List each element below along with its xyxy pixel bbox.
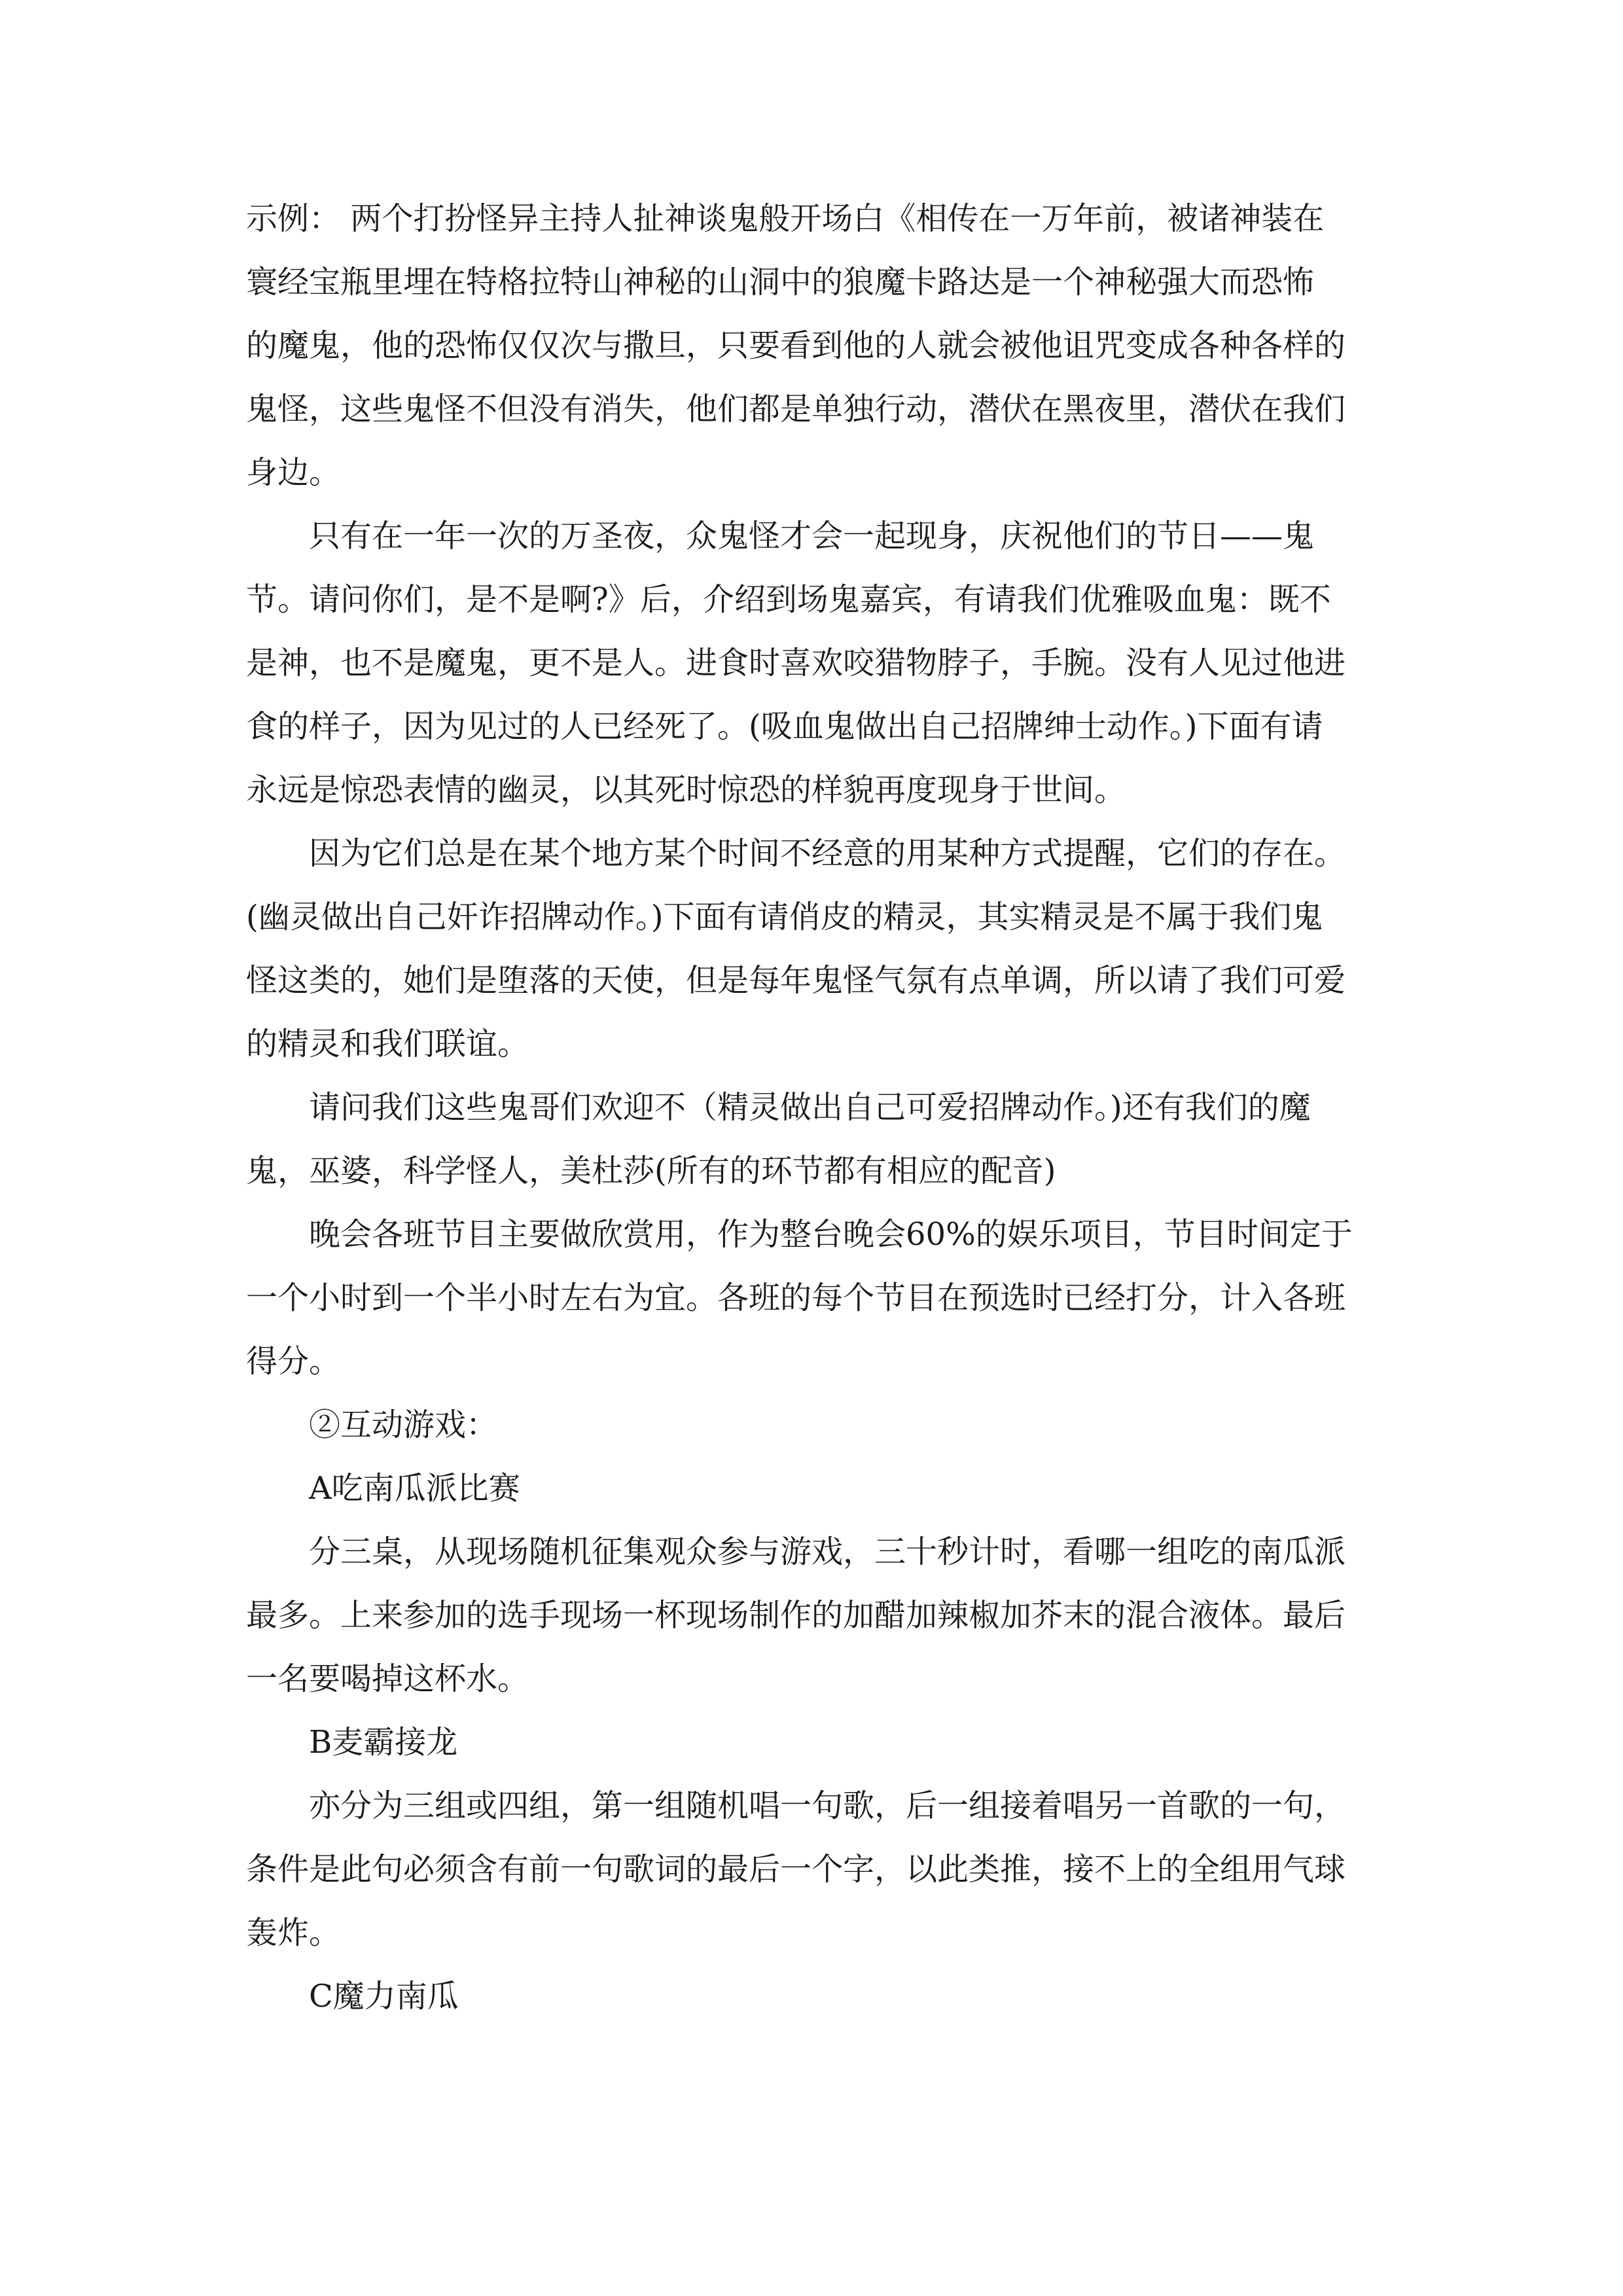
subsection-heading: B麦霸接龙 [309, 1724, 458, 1761]
text-line: 是神，也不是魔鬼，更不是人。进食时喜欢咬猎物脖子，手腕。没有人见过他进 [246, 645, 1346, 681]
text-line: 请问我们这些鬼哥们欢迎不（精灵做出自己可爱招牌动作。)还有我们的魔 [309, 1089, 1311, 1126]
subsection-heading: C魔力南瓜 [309, 1978, 459, 2015]
text-line: 食的样子，因为见过的人已经死了。(吸血鬼做出自己招牌绅士动作。)下面有请 [246, 708, 1323, 745]
text-line: 鬼，巫婆，科学怪人，美杜莎(所有的环节都有相应的配音) [246, 1153, 1056, 1189]
text-line: 亦分为三组或四组，第一组随机唱一句歌，后一组接着唱另一首歌的一句， [309, 1787, 1346, 1824]
text-line: 条件是此句必须含有前一句歌词的最后一个字，以此类推，接不上的全组用气球 [246, 1851, 1346, 1888]
text-line: 轰炸。 [246, 1914, 341, 1951]
text-line: 节。请问你们，是不是啊?》后，介绍到场鬼嘉宾，有请我们优雅吸血鬼：既不 [246, 581, 1331, 618]
section-heading: ②互动游戏： [309, 1407, 498, 1443]
text-line: 分三桌，从现场随机征集观众参与游戏，三十秒计时，看哪一组吃的南瓜派 [309, 1534, 1346, 1570]
text-line: 寰经宝瓶里埋在特格拉特山神秘的山洞中的狼魔卡路达是一个神秘强大而恐怖 [246, 264, 1315, 300]
text-line: 永远是惊恐表情的幽灵，以其死时惊恐的样貌再度现身于世间。 [246, 772, 1126, 808]
text-line: 因为它们总是在某个地方某个时间不经意的用某种方式提醒，它们的存在。 [309, 835, 1346, 872]
text-line: 怪这类的，她们是堕落的天使，但是每年鬼怪气氛有点单调，所以请了我们可爱 [246, 962, 1346, 999]
text-line: 示例： 两个打扮怪异主持人扯神谈鬼般开场白《相传在一万年前，被诸神装在 [246, 200, 1325, 237]
text-line: 只有在一年一次的万圣夜，众鬼怪才会一起现身，庆祝他们的节日——鬼 [309, 518, 1315, 554]
text-line: 的魔鬼，他的恐怖仅仅次与撒旦，只要看到他的人就会被他诅咒变成各种各样的 [246, 327, 1346, 364]
text-line: 一名要喝掉这杯水。 [246, 1660, 529, 1697]
text-line: 晚会各班节目主要做欣赏用，作为整台晚会60%的娱乐项目，节目时间定于 [309, 1216, 1353, 1253]
text-line: 最多。上来参加的选手现场一杯现场制作的加醋加辣椒加芥末的混合液体。最后 [246, 1597, 1346, 1634]
text-line: 的精灵和我们联谊。 [246, 1026, 529, 1062]
text-line: 一个小时到一个半小时左右为宜。各班的每个节目在预选时已经打分，计入各班 [246, 1280, 1346, 1316]
text-line: 得分。 [246, 1343, 341, 1380]
text-line: 鬼怪，这些鬼怪不但没有消失，他们都是单独行动，潜伏在黑夜里，潜伏在我们 [246, 391, 1346, 427]
text-line: 身边。 [246, 454, 341, 491]
subsection-heading: A吃南瓜派比赛 [309, 1470, 520, 1507]
text-line: (幽灵做出自己奸诈招牌动作。)下面有请俏皮的精灵，其实精灵是不属于我们鬼 [246, 899, 1323, 935]
